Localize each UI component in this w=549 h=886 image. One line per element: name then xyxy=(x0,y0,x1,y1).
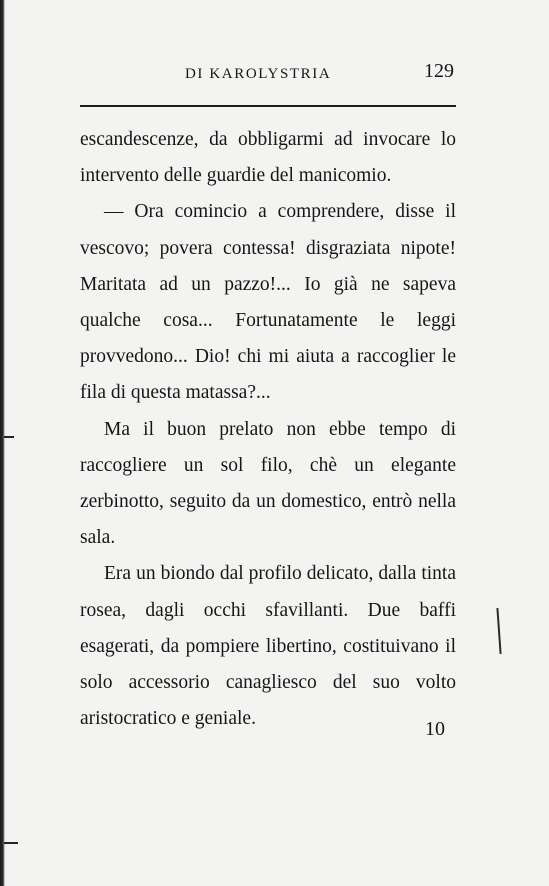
paragraph: Ma il buon prelato non ebbe tempo di raccogliere un sol filo, chè un elegante zerbinotto, seguito da un domestico, entrò nella sala. xyxy=(80,418,456,549)
page-number: 129 xyxy=(424,60,454,82)
page-binding-edge xyxy=(0,0,5,886)
running-title: DI KAROLYSTRIA xyxy=(185,66,332,82)
body-text xyxy=(80,122,456,737)
header-rule xyxy=(80,105,456,107)
binding-mark xyxy=(4,842,18,844)
binding-mark xyxy=(4,436,14,438)
paragraph: escandescenze, da obbligarmi ad invocare lo intervento delle guardie del manicomio. xyxy=(80,129,456,187)
signature-mark: 10 xyxy=(425,718,445,740)
paragraph: Era un biondo dal profilo delicato, dalla tinta rosea, dagli occhi sfavillanti. Due baffi esagerati, da pompiere libertino, costituivano il solo accessorio canagliesco del suo volto aristocratico e geniale. xyxy=(80,563,456,730)
page-header xyxy=(80,58,460,88)
paragraph: — Ora comincio a comprendere, disse il vescovo; povera contessa! disgraziata nipote! Maritata ad un pazzo!... Io già ne sapeva qualche cosa... Fortunatamente le leggi provvedono... Dio! chi mi aiuta a raccoglier le fila di questa matassa?... xyxy=(80,201,456,404)
margin-pencil-mark xyxy=(496,608,501,654)
